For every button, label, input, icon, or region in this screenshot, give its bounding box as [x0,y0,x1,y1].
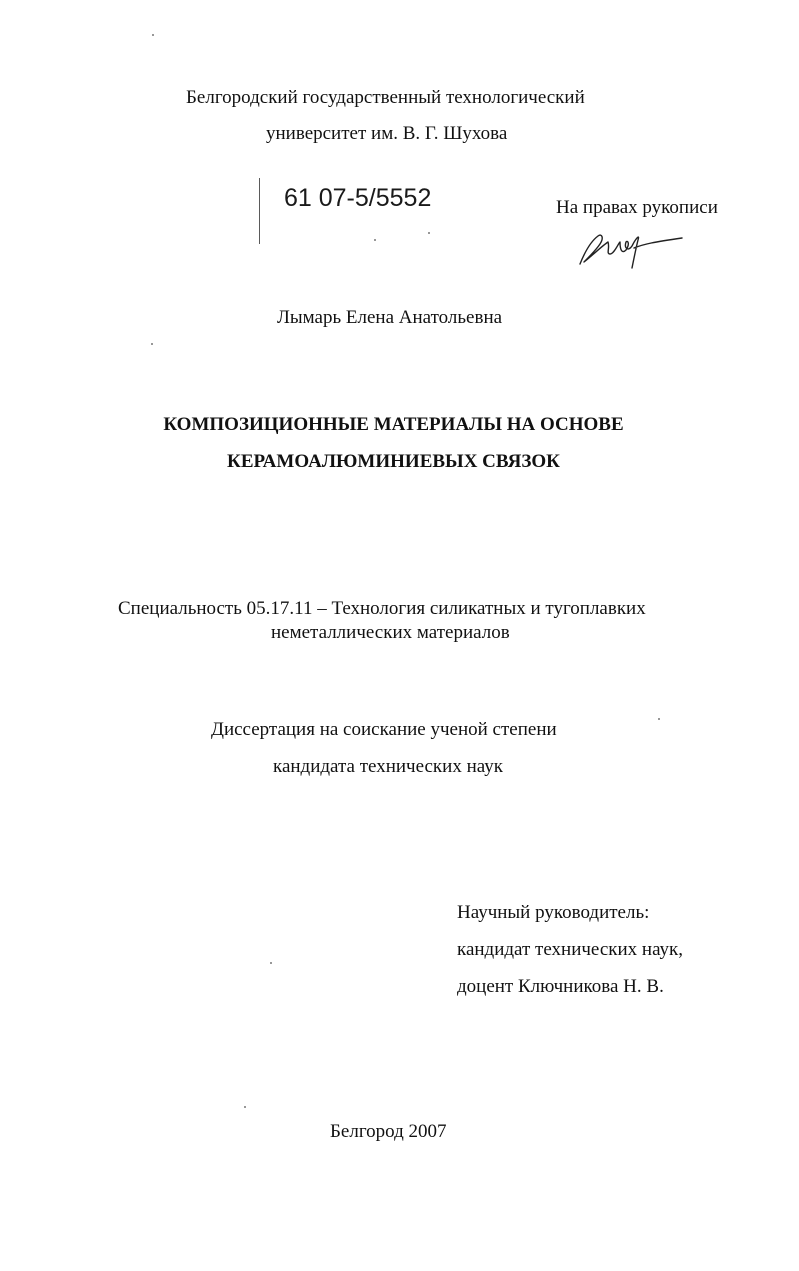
scan-speck [428,232,430,234]
library-stamp-number: 61 07-5/5552 [284,184,432,212]
advisor-name: доцент Ключникова Н. В. [457,976,664,997]
rights-label: На правах рукописи [556,197,718,218]
stamp-bar [259,178,260,244]
scan-speck [270,962,272,964]
degree-line-2: кандидата технических наук [273,756,503,777]
author-signature [574,224,686,272]
degree-line-1: Диссертация на соискание ученой степени [211,719,557,740]
specialty-line-1: Специальность 05.17.11 – Технология силикатных и тугоплавких [118,598,646,619]
scan-speck [151,343,153,345]
advisor-heading: Научный руководитель: [457,902,650,923]
thesis-title-line-1: КОМПОЗИЦИОННЫЕ МАТЕРИАЛЫ НА ОСНОВЕ [163,414,624,435]
scan-speck [374,239,376,241]
advisor-degree: кандидат технических наук, [457,939,684,960]
specialty-line-2: неметаллических материалов [271,622,510,643]
thesis-title-line-2: КЕРАМОАЛЮМИНИЕВЫХ СВЯЗОК [227,451,560,472]
author-name: Лымарь Елена Анатольевна [277,307,503,328]
scan-speck [244,1106,246,1108]
scan-speck [152,34,154,36]
university-name-line-1: Белгородский государственный технологический [186,87,585,108]
university-name-line-2: университет им. В. Г. Шухова [266,123,508,144]
scan-speck [658,718,660,720]
city-year: Белгород 2007 [330,1121,447,1142]
